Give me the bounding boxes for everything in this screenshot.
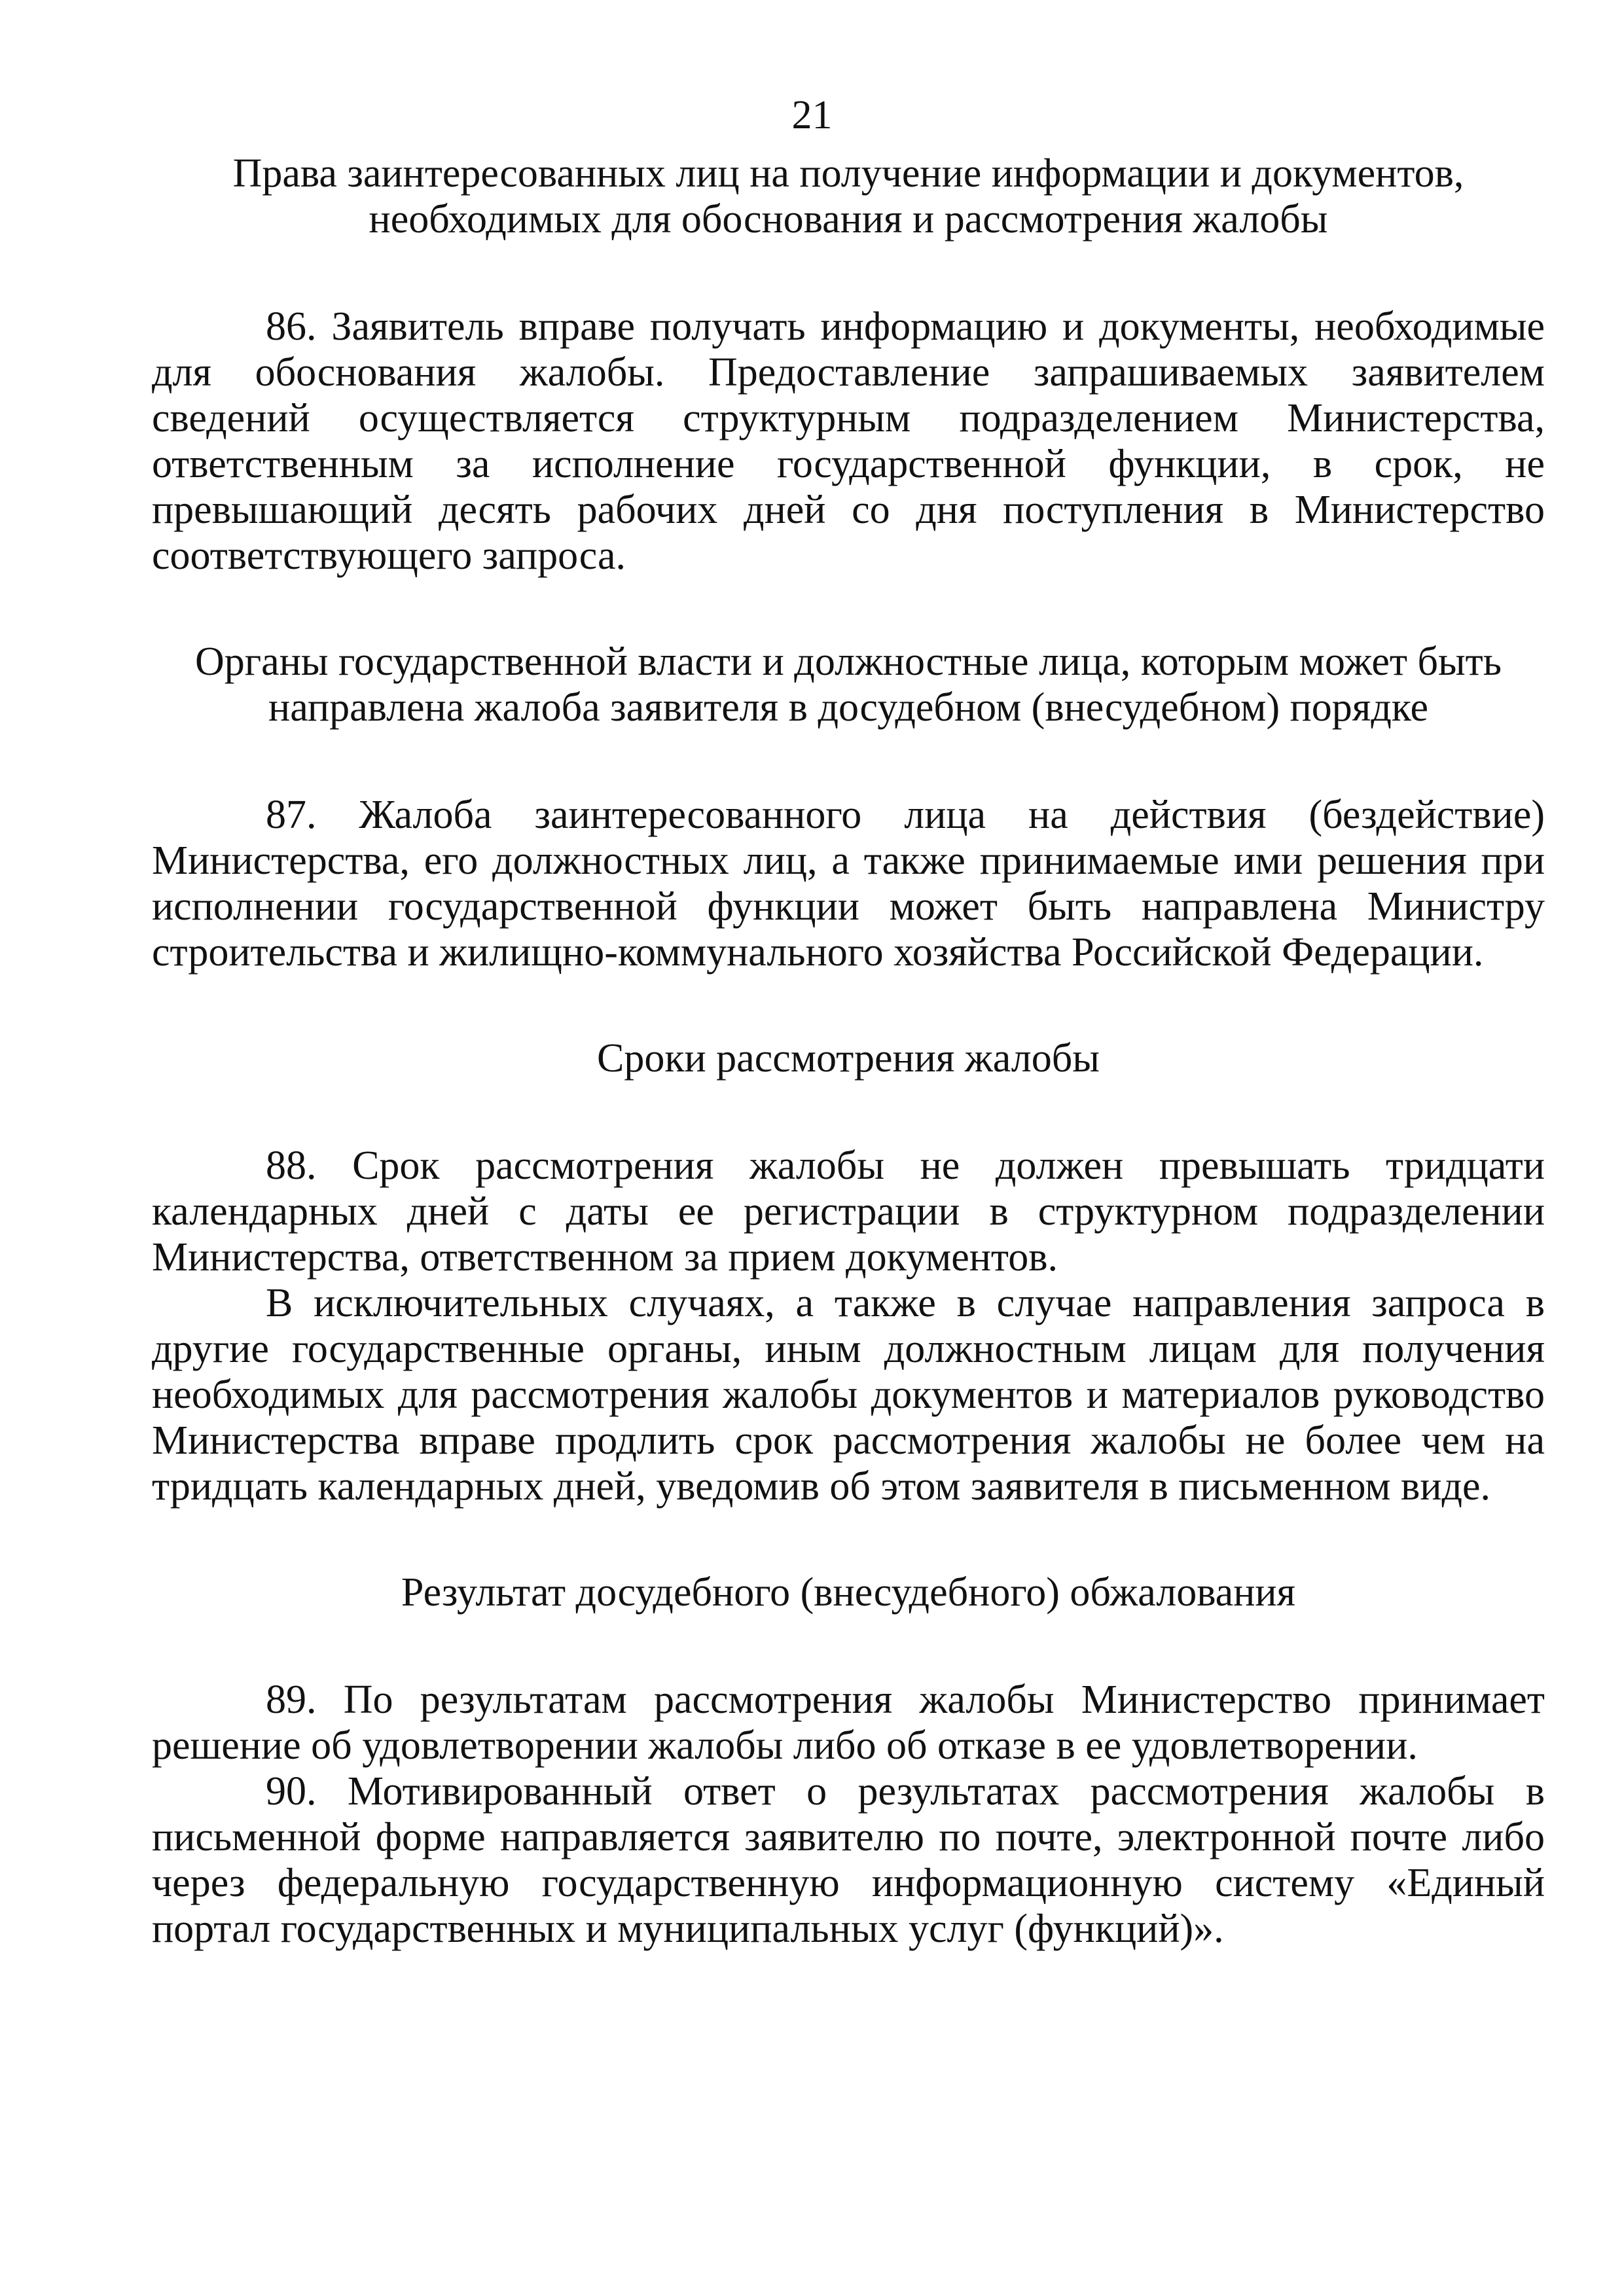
heading-line: Сроки рассмотрения жалобы [597,1036,1100,1081]
paragraph-89: 89. По результатам рассмотрения жалобы Министерство принимает решение об удовлетворении жалобы либо об отказе в ее удовлетворении. [152,1677,1545,1768]
section-heading [152,151,1545,242]
heading-line: Права заинтересованных лиц на получение информации и документов, [232,151,1464,196]
paragraph-87: 87. Жалоба заинтересованного лица на действия (бездействие) Министерства, его должностных лиц, а также принимаемые ими решения при исполнении государственной функции может быть направлена Министру строительства и жилищно-коммунального хозяйства Российской Федерации. [152,793,1545,975]
paragraph-90: 90. Мотивированный ответ о результатах рассмотрения жалобы в письменной форме направляется заявителю по почте, электронной почте либо через федеральную государственную информационную систему «Единый портал государственных и муниципальных услуг (функций)». [152,1769,1545,1951]
paragraph-88-continued: В исключительных случаях, а также в случае направления запроса в другие государственные органы, иным должностным лицам для получения необходимых для рассмотрения жалобы документов и материалов руководство Министерства вправе продлить срок рассмотрения жалобы не более чем на тридцать календарных дней, уведомив об этом заявителя в письменном виде. [152,1281,1545,1509]
document-body [152,151,1545,1952]
paragraph-86: 86. Заявитель вправе получать информацию и документы, необходимые для обоснования жалобы. Предоставление запрашиваемых заявителем сведений осуществляется структурным подразделением Министерства, ответственным за исполнение государственной функции, в срок, не превышающий десять рабочих дней со дня поступления в Министерство соответствующего запроса. [152,304,1545,578]
section-heading [152,1570,1545,1615]
paragraph-88: 88. Срок рассмотрения жалобы не должен превышать тридцати календарных дней с даты ее регистрации в структурном подразделении Министерства, ответственном за прием документов. [152,1143,1545,1280]
heading-line: направлена жалоба заявителя в досудебном (внесудебном) порядке [268,685,1428,730]
section-heading [152,1035,1545,1081]
heading-line: Органы государственной власти и должностные лица, которым может быть [194,639,1502,684]
heading-line: Результат досудебного (внесудебного) обжалования [401,1570,1296,1615]
section-heading [152,639,1545,730]
heading-line: необходимых для обоснования и рассмотрения жалобы [369,197,1328,242]
page-number: 21 [791,93,833,137]
